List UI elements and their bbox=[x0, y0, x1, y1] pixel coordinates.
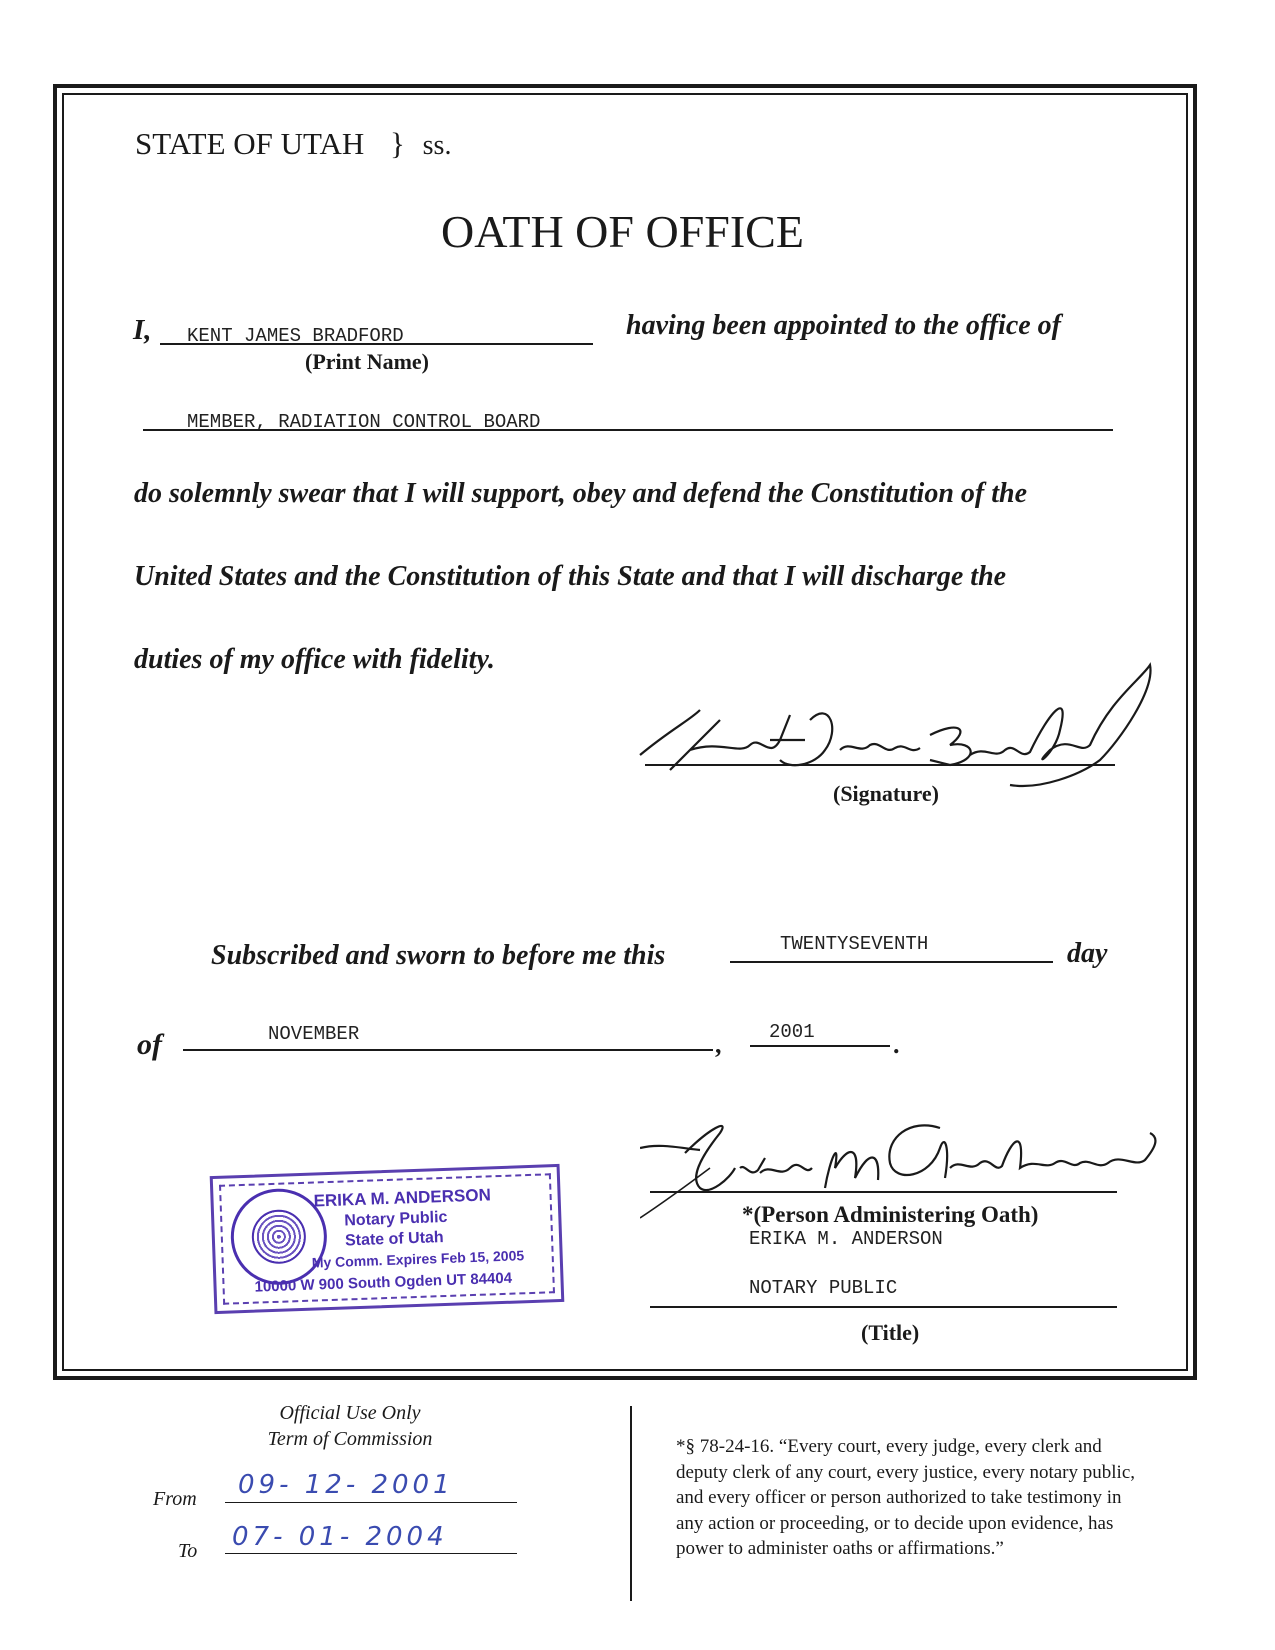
notary-stamp bbox=[210, 1164, 565, 1314]
stamp-name: ERIKA M. ANDERSON bbox=[313, 1185, 492, 1211]
to-label: To bbox=[178, 1540, 198, 1562]
oath-body-line-3: duties of my office with fidelity. bbox=[134, 644, 495, 675]
signature-line bbox=[645, 764, 1115, 766]
month-value: NOVEMBER bbox=[268, 1023, 360, 1045]
oath-body-line-1: do solemnly swear that I will support, obey and defend the Constitution of the bbox=[134, 478, 1027, 509]
stamp-expiry: My Comm. Expires Feb 15, 2005 bbox=[311, 1247, 525, 1271]
oath-body-line-2: United States and the Constitution of this State and that I will discharge the bbox=[134, 561, 1007, 592]
signature-caption: (Signature) bbox=[833, 781, 939, 806]
period: . bbox=[893, 1030, 900, 1059]
to-line bbox=[225, 1553, 517, 1554]
to-date-value: 07- 01- 2004 bbox=[232, 1522, 448, 1552]
bottom-divider bbox=[630, 1406, 632, 1601]
office-line bbox=[143, 429, 1113, 431]
month-line bbox=[183, 1049, 713, 1051]
print-name-value: KENT JAMES BRADFORD bbox=[187, 325, 404, 347]
oath-signature bbox=[630, 660, 1170, 800]
footnote-line-1: *§ 78-24-16. “Every court, every judge, every clerk and bbox=[676, 1436, 1102, 1457]
subscribed-text: Subscribed and sworn to before me this bbox=[211, 940, 666, 971]
brace: } bbox=[390, 126, 405, 161]
statute-footnote bbox=[676, 1434, 1135, 1562]
from-date-value: 09- 12- 2001 bbox=[238, 1470, 454, 1500]
stamp-notary: Notary Public bbox=[344, 1208, 448, 1230]
of-label: of bbox=[137, 1028, 162, 1061]
administrator-caption: *(Person Administering Oath) bbox=[742, 1202, 1039, 1227]
state-heading bbox=[135, 126, 451, 162]
title-line bbox=[650, 1306, 1117, 1308]
administrator-name-value: ERIKA M. ANDERSON bbox=[749, 1228, 943, 1250]
appointed-text: having been appointed to the office of bbox=[626, 310, 1061, 341]
page-title: OATH OF OFFICE bbox=[441, 206, 804, 257]
stamp-address: 10000 W 900 South Ogden UT 84404 bbox=[254, 1269, 513, 1296]
state-name: STATE OF UTAH bbox=[135, 126, 365, 161]
print-name-caption: (Print Name) bbox=[305, 349, 430, 374]
footnote-line-4: any action or proceeding, or to decide upon evidence, has bbox=[676, 1512, 1114, 1534]
title-caption: (Title) bbox=[861, 1320, 920, 1345]
ss-label: ss. bbox=[422, 130, 452, 161]
i-label: I, bbox=[133, 314, 152, 346]
footnote-line-3: and every officer or person authorized to take testimony in bbox=[676, 1487, 1122, 1508]
seal-emblem bbox=[251, 1209, 307, 1265]
year-line bbox=[750, 1045, 890, 1047]
footnote-line-5: power to administer oaths or affirmations.” bbox=[676, 1538, 1004, 1559]
print-name-line bbox=[160, 343, 593, 345]
year-value: 2001 bbox=[769, 1021, 815, 1043]
administrator-title-value: NOTARY PUBLIC bbox=[749, 1277, 898, 1299]
day-value: TWENTYSEVENTH bbox=[780, 933, 929, 955]
day-label: day bbox=[1067, 938, 1108, 969]
day-line bbox=[730, 961, 1053, 963]
office-value: MEMBER, RADIATION CONTROL BOARD bbox=[187, 411, 541, 433]
from-line bbox=[225, 1502, 517, 1503]
comma: , bbox=[715, 1030, 722, 1059]
from-label: From bbox=[153, 1488, 197, 1510]
official-use-heading: Official Use Only bbox=[279, 1402, 421, 1424]
term-of-commission-heading: Term of Commission bbox=[267, 1428, 433, 1450]
stamp-state: State of Utah bbox=[344, 1229, 444, 1250]
footnote-line-2: deputy clerk of any court, every justice, every notary public, bbox=[676, 1461, 1135, 1483]
administrator-signature-line bbox=[650, 1191, 1117, 1193]
